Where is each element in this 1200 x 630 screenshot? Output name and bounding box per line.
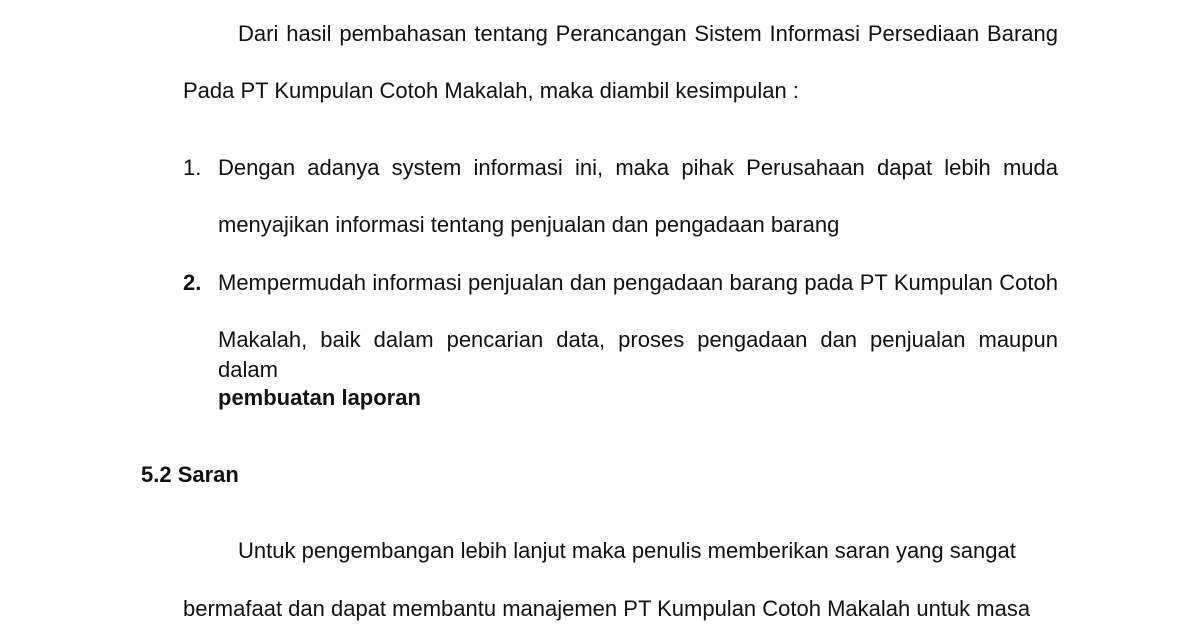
list-item-number: 1. — [183, 155, 202, 180]
conclusion-intro-line-2: Pada PT Kumpulan Cotoh Makalah, maka diambil kesimpulan : — [183, 78, 799, 103]
suggestion-line-1: Untuk pengembangan lebih lanjut maka penulis memberikan saran yang sangat — [238, 538, 1016, 563]
suggestion-line-2: bermafaat dan dapat membantu manajemen PT Kumpulan Cotoh Makalah untuk masa — [183, 596, 1031, 621]
list-item-number: 2. — [183, 270, 202, 295]
section-heading: 5.2 Saran — [141, 462, 239, 487]
list-item-2-line-2: Makalah, baik dalam pencarian data, proses pengadaan dan penjualan maupun dalam — [218, 327, 1058, 382]
conclusion-intro-line-1: Dari hasil pembahasan tentang Perancangan Sistem Informasi Persediaan Barang — [238, 21, 1058, 46]
list-item-2-line-3: pembuatan laporan — [218, 385, 421, 410]
list-item-1-line-1: Dengan adanya system informasi ini, maka pihak Perusahaan dapat lebih muda — [218, 155, 1058, 180]
list-item-1-line-2: menyajikan informasi tentang penjualan dan pengadaan barang — [218, 212, 840, 237]
list-item-2-line-1: Mempermudah informasi penjualan dan pengadaan barang pada PT Kumpulan Cotoh — [218, 270, 1058, 295]
